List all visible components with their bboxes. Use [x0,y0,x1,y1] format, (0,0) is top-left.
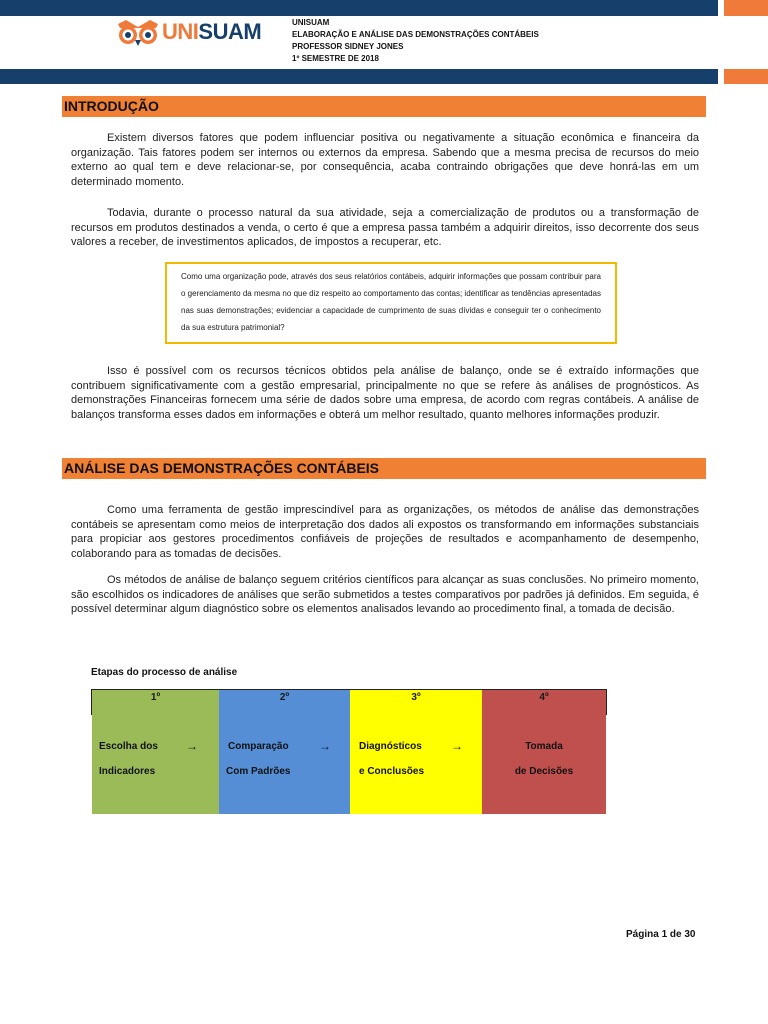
stage-label-line-1: Comparação [228,741,289,752]
header-info [292,17,539,65]
stage-label-line-2: Indicadores [99,766,156,777]
process-right-rule [606,689,607,715]
stage-number: 3º [411,692,421,703]
section-title-introducao: INTRODUÇÃO [62,96,706,117]
analise-paragraph-2: Os métodos de análise de balanço seguem critérios científicos para alcançar as suas conclusões. No primeiro momento, são escolhidos os indicadores de análises que serão submetidos a testes comparativos por padrões já definidos. Em seguida, é possível determinar algum diagnóstico sobre os elementos analisados levando ao procedimento final, a tomada de decisão. [71,574,699,615]
stage-label-line-2: e Conclusões [359,766,425,777]
stage-label-line-1: Escolha dos [99,741,158,752]
stage-number: 2º [279,692,290,703]
process-stage-1 [92,689,219,814]
logo-wordmark [162,19,261,45]
process-title: Etapas do processo de análise [91,667,238,678]
header-top-accent [724,0,768,16]
logo-text-suam: SUAM [198,19,262,44]
owl-icon [116,18,160,48]
process-stage-4 [482,689,606,814]
stage-number: 1º [150,692,161,703]
header-line: PROFESSOR SIDNEY JONES [292,42,404,51]
callout-question-box: Como uma organização pode, através dos seus relatórios contábeis, adquirir informações que possam contribuir para o gerenciamento da mesma no que diz respeito ao comportamento das contas; identificar as tendências apresentadas nas suas demonstrações; evidenciar a capacidade de cumprimento de suas dívidas e conseguir ter o conhecimento da sua estrutura patrimonial? [165,262,617,344]
process-stage-3 [350,689,482,814]
section-title-analise: ANÁLISE DAS DEMONSTRAÇÕES CONTÁBEIS [62,458,706,479]
stage-label-line-2: de Decisões [514,766,574,777]
header-bottom-accent [724,69,768,84]
header-line: 1º SEMESTRE DE 2018 [292,54,379,63]
arrow-right-icon: → [186,739,198,753]
unisuam-logo [116,18,276,48]
analise-paragraph-1: Como uma ferramenta de gestão imprescindível para as organizações, os métodos de análise das demonstrações contábeis se apresentam como meios de interpretação dos dados ali expostos os transformando em informações substanciais para propiciar aos gestores procedimentos confiáveis de projeções de resultados e acompanhamento de desempenho, colaborando para as tomadas de decisões. [71,504,699,560]
process-stage-2 [219,689,350,814]
header-bottom-bar [0,69,718,84]
arrow-right-icon: → [319,739,331,753]
process-header-rule [91,689,607,690]
process-left-rule [91,689,92,715]
page-number: Página 1 de 30 [626,929,696,940]
stage-label-line-1: Tomada [525,741,563,752]
stage-number: 4º [539,692,549,703]
intro-paragraph-3: Isso é possível com os recursos técnicos obtidos pela análise de balanço, onde se é extraído informações que contribuem significativamente com a gestão empresarial, principalmente no que se refere às análises de prognósticos. As demonstrações Financeiras fornecem uma série de dados sobre uma empresa, de acordo com regras contábeis. A análise de balanços transforma esses dados em informações e obterá um melhor resultado, quanto melhores informações produzir. [71,365,699,421]
intro-paragraph-2: Todavia, durante o processo natural da sua atividade, seja a comercialização de produtos ou a transformação de recursos em produtos destinados a venda, o certo é que a empresa passa também a adquirir direitos, isso decorrente dos seus valores a receber, de investimentos aplicados, de impostos a recuperar, etc. [71,207,699,248]
arrow-right-icon: → [451,739,463,753]
stage-label-line-1: Diagnósticos [359,741,422,752]
header-top-bar [0,0,718,16]
intro-paragraph-1: Existem diversos fatores que podem influenciar positiva ou negativamente a situação econômica e financeira da organização. Tais fatores podem ser internos ou externos da empresa. Sabendo que a mesma precisa de recursos do meio externo ao qual tem e deve relacionar-se, por consequência, acaba contraindo obrigações que deve honrá-las em um determinado momento. [71,132,699,188]
logo-text-uni: UNI [162,19,199,44]
header-line: UNISUAM [292,18,330,27]
header-line: ELABORAÇÃO E ANÁLISE DAS DEMONSTRAÇÕES CONTÁBEIS [292,30,539,39]
stage-label-line-2: Com Padrões [226,766,291,777]
